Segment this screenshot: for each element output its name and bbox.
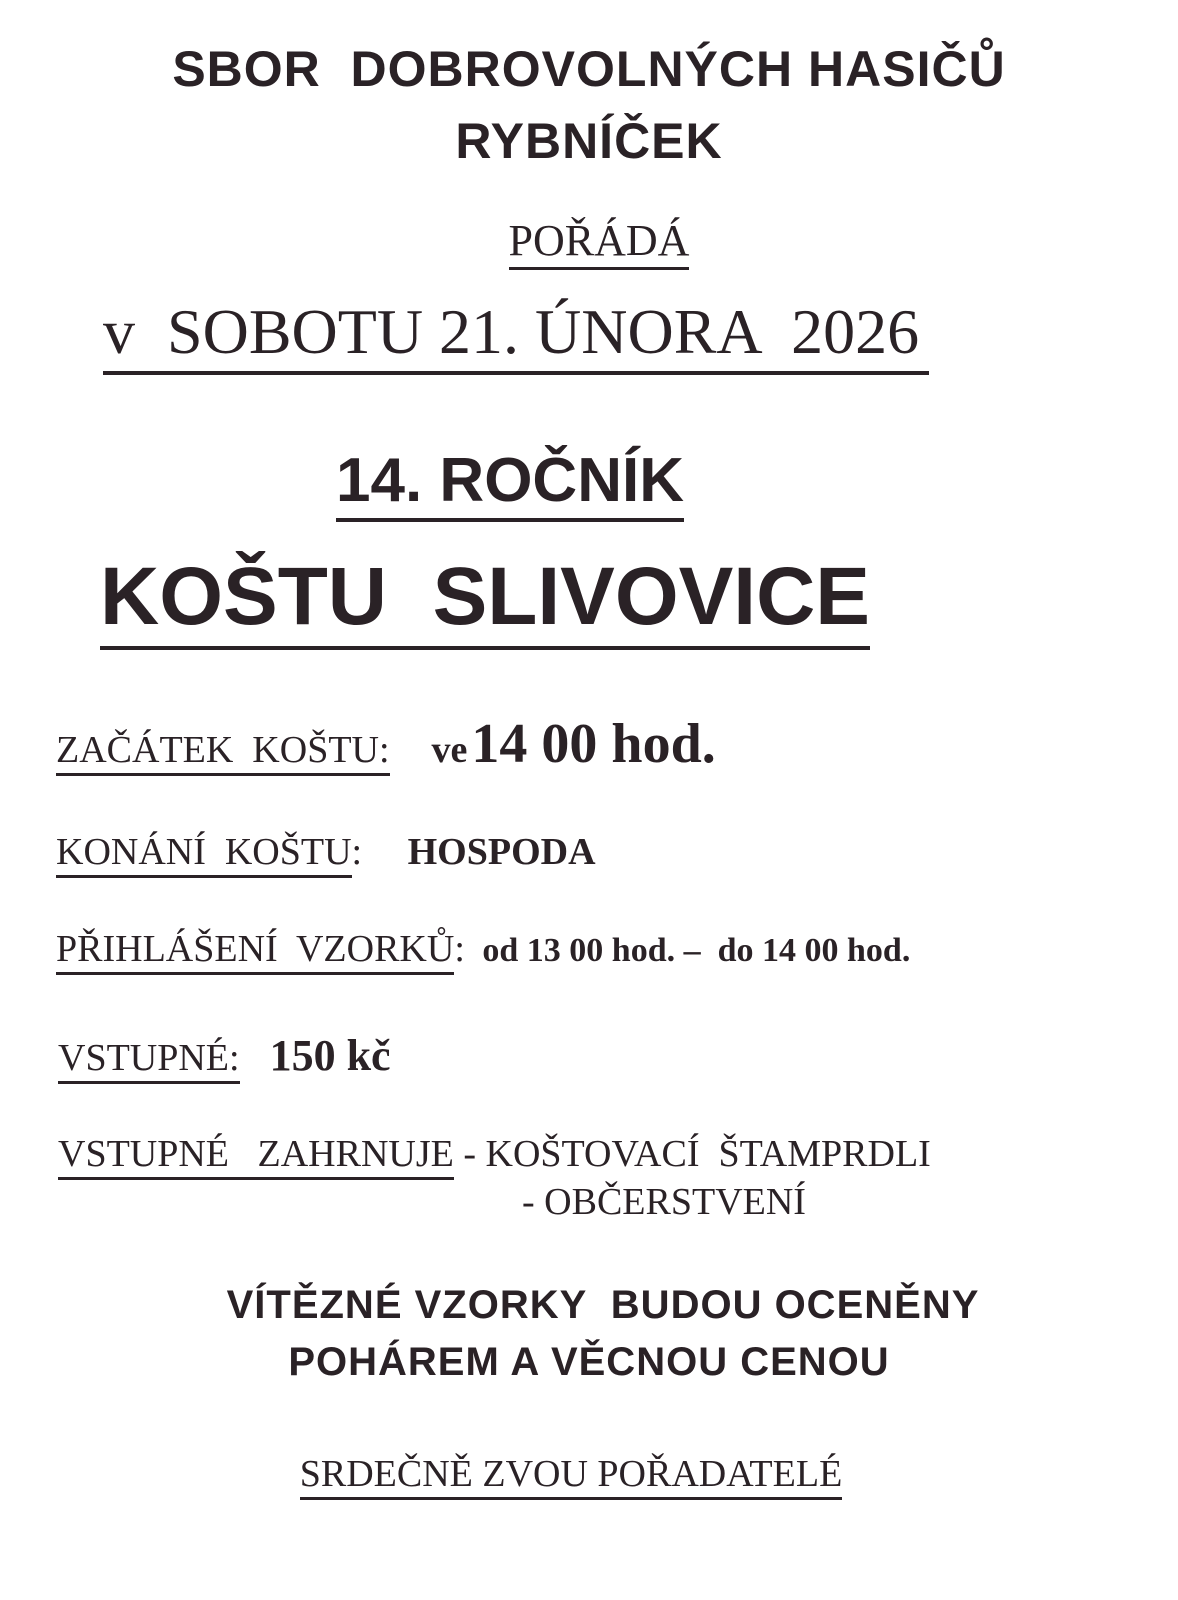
presents-heading — [10, 215, 1178, 270]
event-edition — [336, 445, 684, 522]
organization-name — [0, 40, 1178, 98]
awards-line-2 — [0, 1340, 1178, 1385]
venue-value: HOSPODA — [407, 831, 596, 873]
detail-includes-2 — [522, 1180, 806, 1224]
detail-start — [56, 712, 716, 776]
start-value: 14 00 hod. — [471, 713, 716, 775]
includes-item: - OBČERSTVENÍ — [522, 1181, 806, 1223]
includes-label: VSTUPNÉ ZAHRNUJE — [58, 1132, 454, 1180]
fee-label: VSTUPNÉ: — [58, 1036, 240, 1084]
registration-colon: : — [454, 928, 465, 970]
detail-registration — [56, 927, 910, 975]
detail-includes — [58, 1132, 931, 1180]
organization-text: SBOR DOBROVOLNÝCH HASIČŮ — [172, 41, 1006, 97]
village-name — [0, 112, 1178, 170]
event-date — [103, 295, 929, 375]
detail-venue — [56, 830, 596, 878]
venue-colon: : — [351, 831, 363, 873]
presents-text: POŘÁDÁ — [509, 215, 690, 270]
registration-label: PŘIHLÁŠENÍ VZORKŮ — [56, 927, 454, 975]
event-edition-text: 14. ROČNÍK — [336, 445, 684, 522]
awards-text-1: VÍTĚZNÉ VZORKY BUDOU OCENĚNY — [226, 1283, 980, 1327]
fee-value: 150 kč — [269, 1031, 391, 1080]
closing-text: SRDEČNĚ ZVOU POŘADATELÉ — [300, 1452, 843, 1500]
awards-line-1 — [14, 1283, 1178, 1328]
venue-label: KONÁNÍ KOŠTU — [56, 830, 352, 878]
registration-value: od 13 00 hod. – do 14 00 hod. — [482, 932, 911, 969]
start-label: ZAČÁTEK KOŠTU: — [56, 728, 390, 776]
start-prefix: ve — [431, 729, 468, 771]
event-title-text: KOŠTU SLIVOVICE — [100, 550, 870, 650]
village-text: RYBNÍČEK — [455, 113, 723, 169]
event-title — [100, 550, 870, 650]
detail-fee — [58, 1030, 391, 1084]
event-date-text: v SOBOTU 21. ÚNORA 2026 — [103, 295, 929, 375]
closing-line — [0, 1452, 1160, 1500]
includes-item: - KOŠTOVACÍ ŠTAMPRDLI — [463, 1133, 931, 1175]
awards-text-2: POHÁREM A VĚCNOU CENOU — [288, 1340, 890, 1384]
